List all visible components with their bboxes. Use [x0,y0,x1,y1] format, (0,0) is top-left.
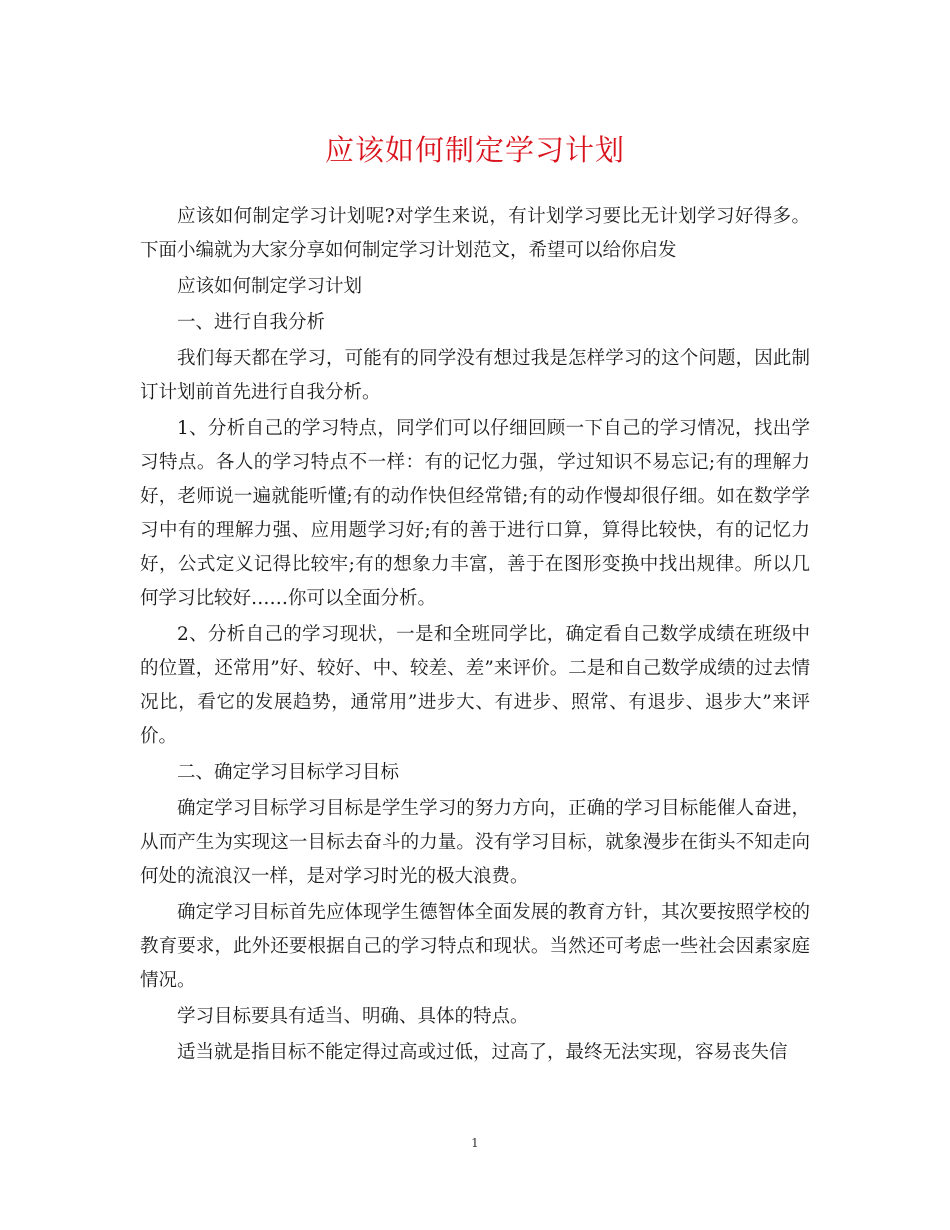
section-heading-1: 一、进行自我分析 [177,312,326,333]
paragraph: 我们每天都在学习，可能有的同学没有想过我是怎样学习的这个问题，因此制订计划前首先进行自我分析。 [140,348,810,403]
paragraph: 1、分析自己的学习特点，同学们可以仔细回顾一下自己的学习情况，找出学习特点。各人的学习特点不一样：有的记忆力强，学过知识不易忘记;有的理解力好，老师说一遍就能听懂;有的动作快但经常错;有的动作慢却很仔细。如在数学学习中有的理解力强、应用题学习好;有的善于进行口算，算得比较快，有的记忆力好，公式定义记得比较牢;有的想象力丰富，善于在图形变换中找出规律。所以几何学习比较好……你可以全面分析。 [140,418,810,609]
section-heading-2: 二、确定学习目标学习目标 [177,762,400,783]
paragraph-intro: 应该如何制定学习计划呢?对学生来说，有计划学习要比无计划学习好得多。下面小编就为大家分享如何制定学习计划范文，希望可以给你启发 [140,206,810,261]
paragraph-subtitle: 应该如何制定学习计划 [177,276,363,297]
paragraph: 确定学习目标首先应体现学生德智体全面发展的教育方针，其次要按照学校的教育要求，此外还要根据自己的学习特点和现状。当然还可考虑一些社会因素家庭情况。 [140,902,810,991]
page-number: 1 [471,1136,479,1150]
paragraph: 确定学习目标学习目标是学生学习的努力方向，正确的学习目标能催人奋进，从而产生为实现这一目标去奋斗的力量。没有学习目标，就象漫步在街头不知走向何处的流浪汉一样，是对学习时光的极大浪费。 [140,798,810,887]
paragraph: 2、分析自己的学习现状，一是和全班同学比，确定看自己数学成绩在班级中的位置，还常用”好、较好、中、较差、差”来评价。二是和自己数学成绩的过去情况比，看它的发展趋势，通常用”进步大、有进步、照常、有退步、退步大”来评价。 [140,624,810,747]
document-body [140,200,810,1072]
paragraph: 学习目标要具有适当、明确、具体的特点。 [177,1006,529,1027]
paragraph: 适当就是指目标不能定得过高或过低，过高了，最终无法实现，容易丧失信 [177,1042,788,1063]
document-title: 应该如何制定学习计划 [324,133,625,167]
